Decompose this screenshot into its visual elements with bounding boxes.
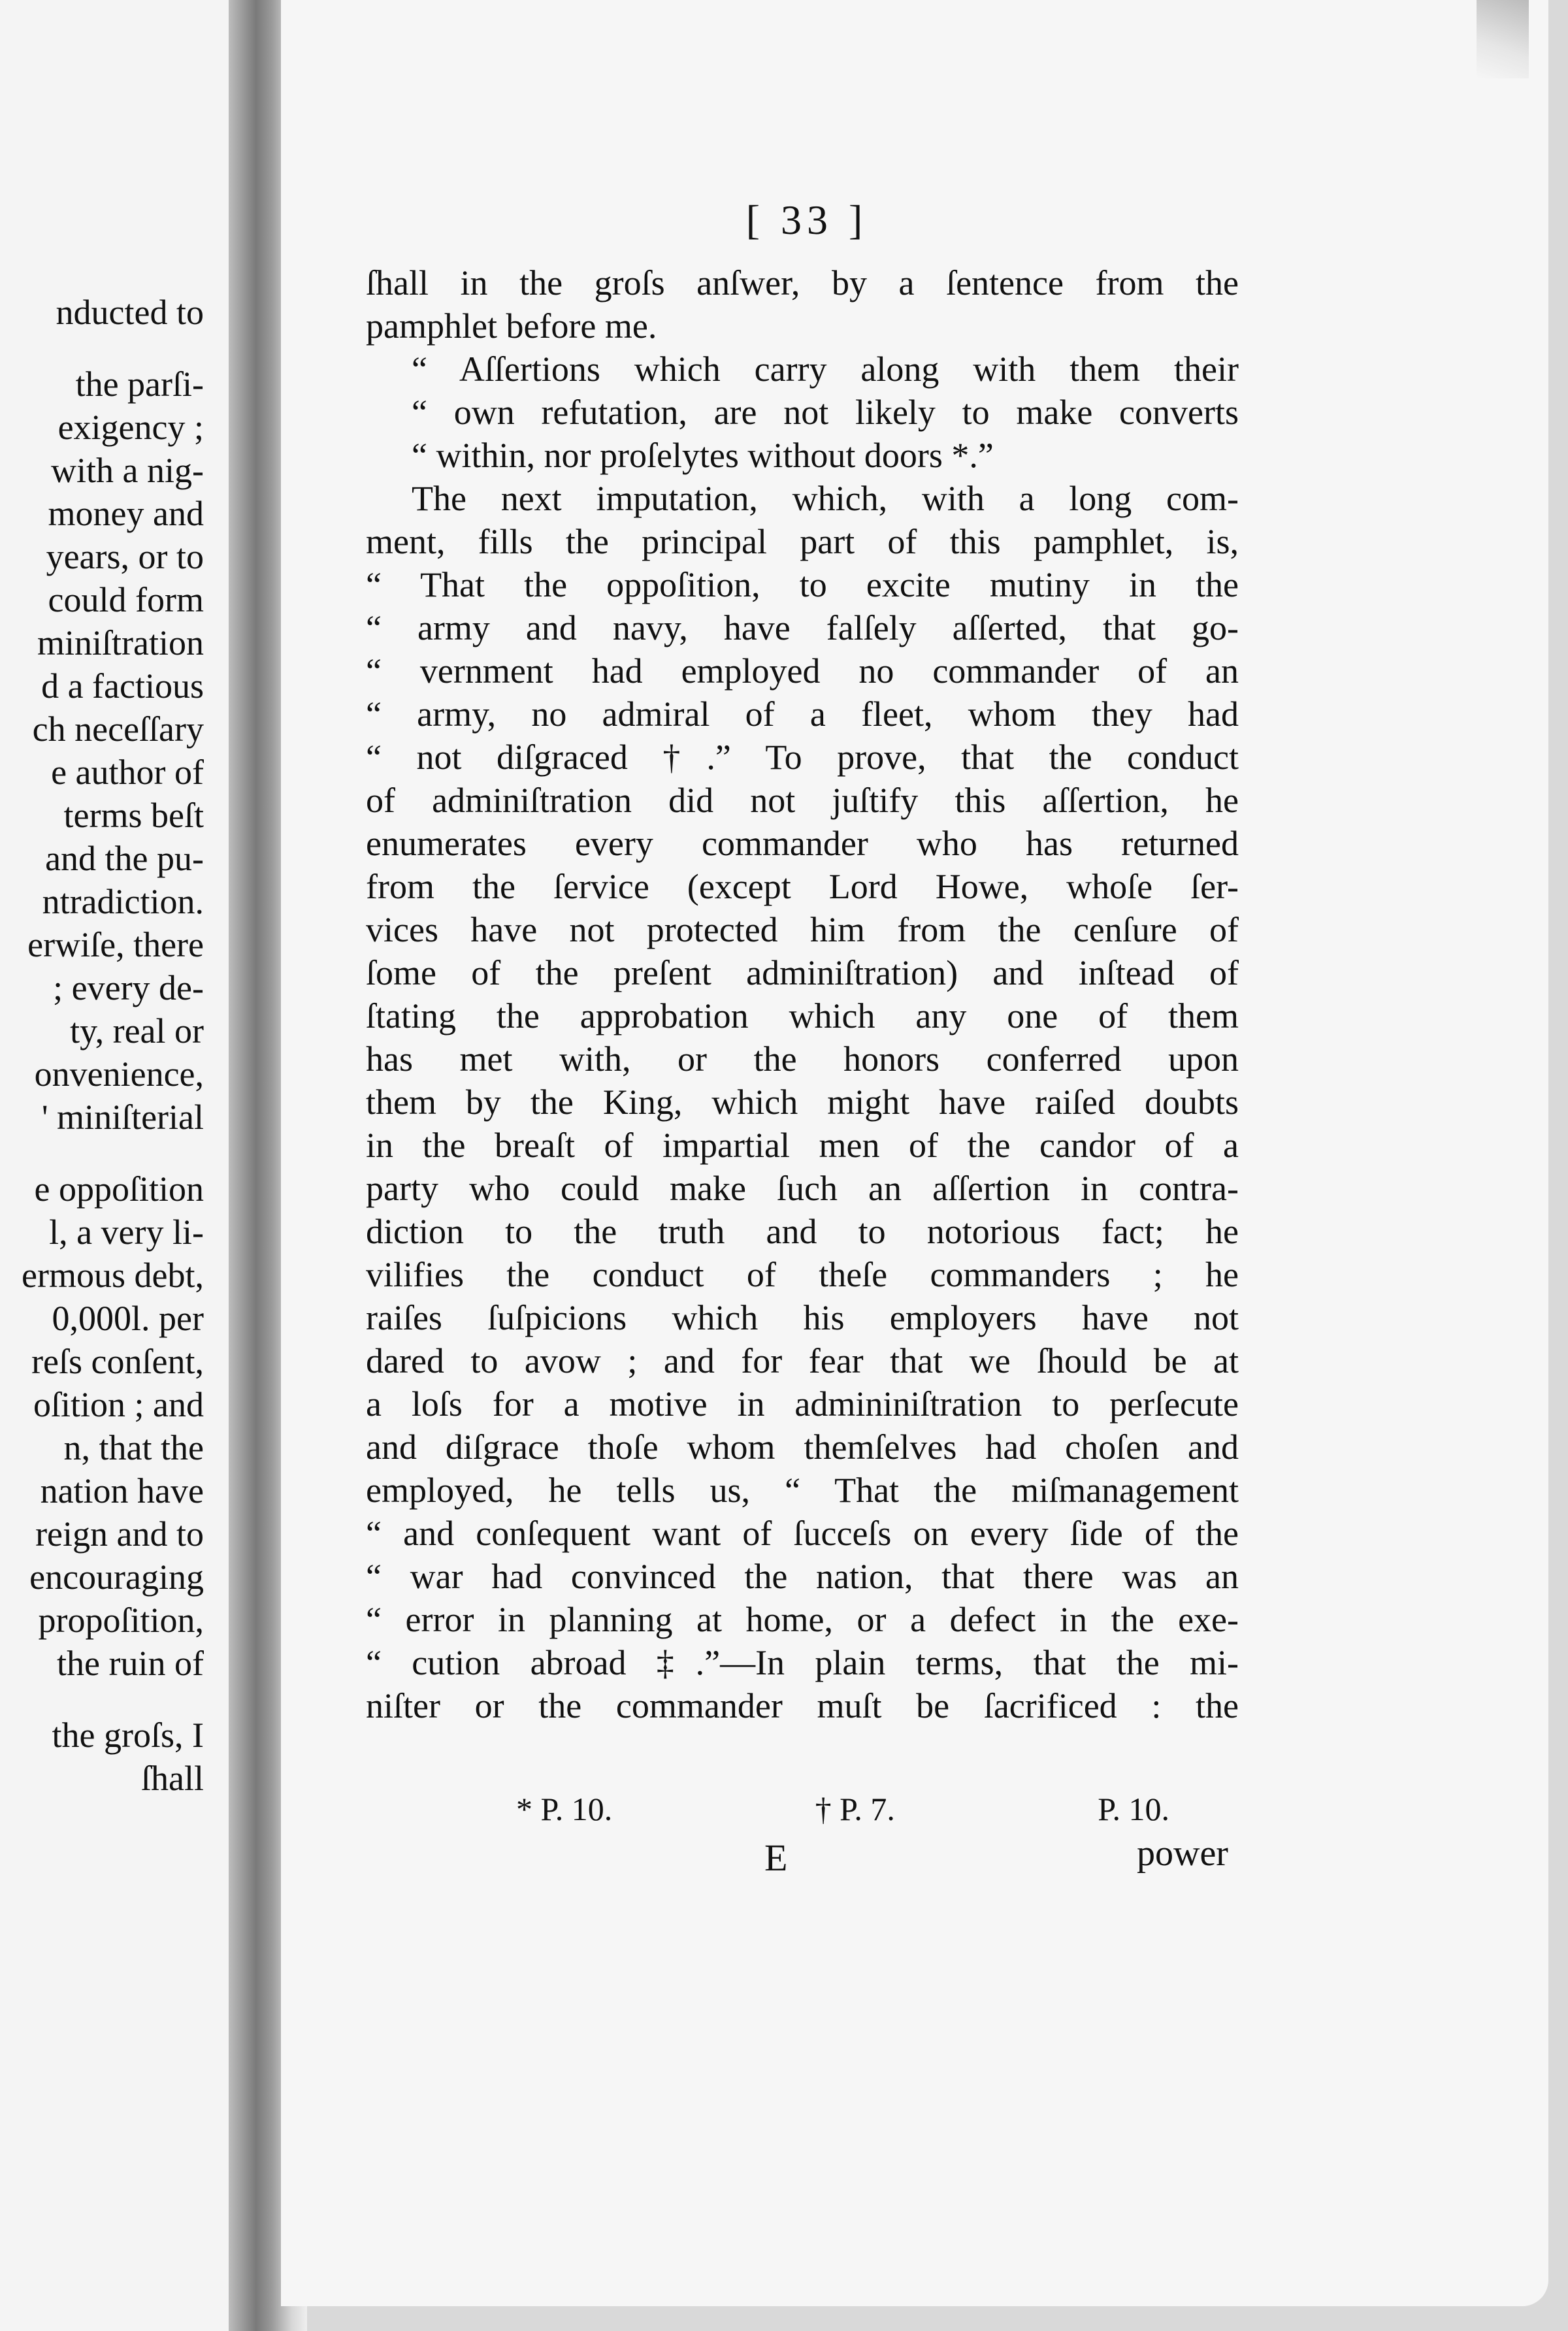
text-line: raiſes ſuſpicions which his employers have not <box>366 1298 1239 1337</box>
facing-line: ſhall <box>141 1759 204 1798</box>
text-line: a loſs for a motive in admininiſtration to perſecute <box>366 1384 1239 1424</box>
facing-line: miniſtration <box>37 623 204 662</box>
footnote: P. 10. <box>1098 1791 1169 1827</box>
facing-line: money and <box>48 494 204 533</box>
text-line: ſtating the approbation which any one of them <box>366 996 1239 1035</box>
text-line: “ army, no admiral of a fleet, whom they had <box>366 694 1239 734</box>
facing-line: reign and to <box>35 1514 204 1554</box>
footnote: † P. 7. <box>815 1791 895 1827</box>
facing-page-text <box>0 291 204 1800</box>
text-line: niſter or the commander muſt be ſacrificed : the <box>366 1686 1239 1725</box>
facing-line: exigency ; <box>57 408 204 447</box>
facing-line: e author of <box>51 753 204 792</box>
facing-line <box>0 1685 204 1714</box>
text-line: vilifies the conduct of theſe commanders ; he <box>366 1255 1239 1294</box>
text-line: “ and conſequent want of ſucceſs on every ſide of the <box>366 1514 1239 1553</box>
text-line: party who could make ſuch an aſſertion in contra- <box>366 1169 1239 1208</box>
text-line: “ war had convinced the nation, that there was an <box>366 1557 1239 1596</box>
text-line: from the ſervice (except Lord Howe, whoſe ſer- <box>366 867 1239 906</box>
facing-line: e oppoſition <box>34 1169 204 1209</box>
facing-line: with a nig- <box>51 451 204 490</box>
text-line: “ cution abroad ‡.”—In plain terms, that the mi- <box>366 1643 1239 1682</box>
text-line: in the breaſt of impartial men of the candor of a <box>366 1126 1239 1165</box>
text-line: “ not diſgraced †.” To prove, that the conduct <box>366 738 1239 777</box>
facing-line: oſition ; and <box>33 1385 204 1424</box>
text-line: “ within, nor proſelytes without doors *.” <box>412 436 994 475</box>
facing-page-fragment <box>0 0 242 2331</box>
footnotes <box>516 1790 1169 1828</box>
footnote: * P. 10. <box>516 1791 613 1827</box>
text-line: “ error in planning at home, or a defect in the exe- <box>366 1600 1239 1639</box>
facing-line <box>0 334 204 363</box>
text-line: “ own refutation, are not likely to make converts <box>412 393 1239 432</box>
facing-line: l, a very li- <box>49 1213 204 1252</box>
text-line: employed, he tells us, “ That the miſmanagement <box>366 1471 1239 1510</box>
facing-line: d a factious <box>41 666 204 706</box>
text-line: ſome of the preſent adminiſtration) and inſtead of <box>366 953 1239 992</box>
facing-line: 0,000l. per <box>52 1299 204 1338</box>
text-line: The next imputation, which, with a long com- <box>412 479 1239 518</box>
facing-line: reſs conſent, <box>31 1342 204 1381</box>
facing-line: the parſi- <box>75 365 204 404</box>
page-corner-fold <box>1477 0 1529 78</box>
facing-line: onvenience, <box>34 1054 204 1094</box>
facing-line: propoſition, <box>38 1601 204 1640</box>
page-body-text <box>366 261 1239 1727</box>
text-line: diction to the truth and to notorious fact; he <box>366 1212 1239 1251</box>
facing-line: n, that the <box>63 1428 204 1467</box>
facing-line <box>0 1139 204 1167</box>
facing-line: erwiſe, there <box>27 925 204 964</box>
facing-line: ch neceſſary <box>32 709 204 749</box>
facing-line: ty, real or <box>70 1011 204 1051</box>
facing-line: ntradiction. <box>42 882 204 921</box>
text-line: has met with, or the honors conferred upon <box>366 1039 1239 1079</box>
text-line: enumerates every commander who has returned <box>366 824 1239 863</box>
facing-line: nducted to <box>56 293 204 332</box>
text-line: ment, fills the principal part of this pamphlet, is, <box>366 522 1239 561</box>
text-line: of adminiſtration did not juſtify this aſſertion, he <box>366 781 1239 820</box>
text-line: ſhall in the groſs anſwer, by a ſentence from the <box>366 263 1239 302</box>
facing-line: and the pu- <box>45 839 204 878</box>
facing-line: ' miniſterial <box>41 1098 204 1137</box>
facing-line: terms beſt <box>63 796 204 835</box>
facing-line: encouraging <box>29 1557 204 1597</box>
facing-line: could form <box>48 580 204 619</box>
text-line: “ That the oppoſition, to excite mutiny in the <box>366 565 1239 604</box>
signature-mark: E <box>764 1836 788 1879</box>
page-number-header: [ 33 ] <box>745 197 868 243</box>
text-line: them by the King, which might have raiſed doubts <box>366 1083 1239 1122</box>
text-line: “ Aſſertions which carry along with them their <box>412 350 1239 389</box>
text-line: pamphlet before me. <box>366 306 657 346</box>
facing-line: ; every de- <box>53 968 204 1007</box>
text-line: and diſgrace thoſe whom themſelves had choſen and <box>366 1427 1239 1467</box>
text-line: dared to avow ; and for fear that we ſhould be at <box>366 1341 1239 1380</box>
text-line: vices have not protected him from the cenſure of <box>366 910 1239 949</box>
facing-line: years, or to <box>46 537 204 576</box>
text-line: “ vernment had employed no commander of an <box>366 651 1239 691</box>
facing-line: the groſs, I <box>52 1716 204 1755</box>
text-line: “ army and navy, have falſely aſſerted, that go- <box>366 608 1239 647</box>
facing-line: nation have <box>40 1471 204 1510</box>
facing-line: ermous debt, <box>22 1256 204 1295</box>
catchword: power <box>1137 1833 1228 1874</box>
facing-line: the ruin of <box>57 1644 204 1683</box>
